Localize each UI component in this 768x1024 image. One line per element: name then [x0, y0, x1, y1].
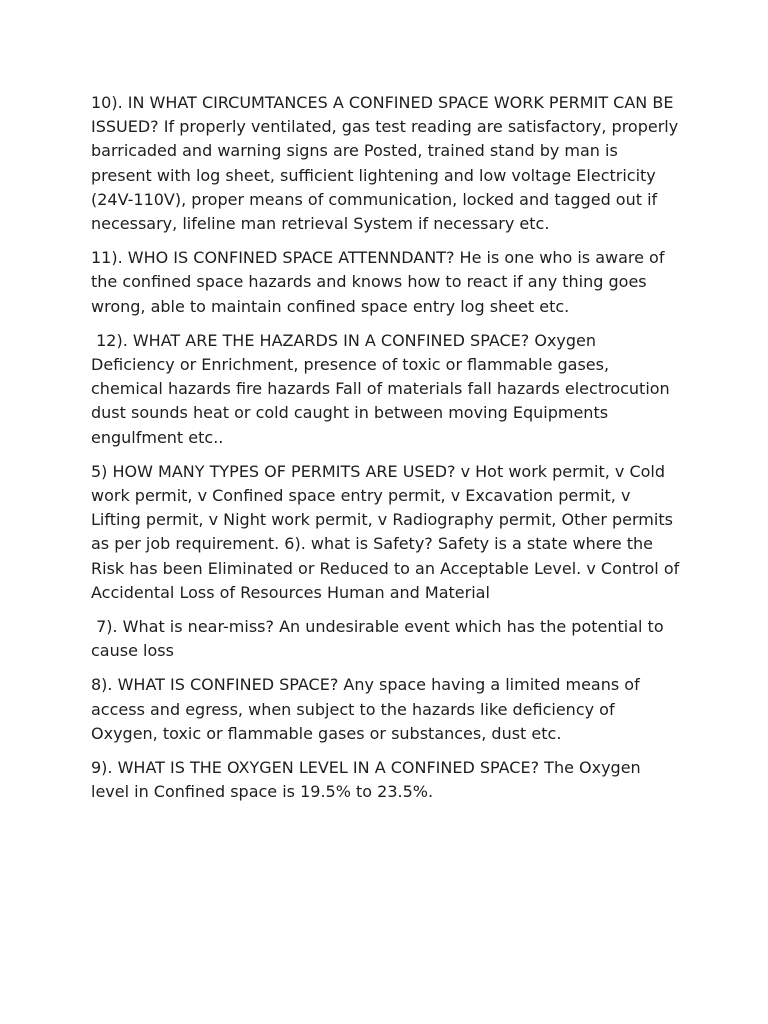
paragraph-q9: 9). WHAT IS THE OXYGEN LEVEL IN A CONFINED SPACE? The Oxygen level in Confined space is 19.5% to 23.5%. — [91, 758, 641, 802]
paragraph-q7: 7). What is near-miss? An undesirable event which has the potential to cause loss — [91, 617, 664, 661]
paragraph-q8: 8). WHAT IS CONFINED SPACE? Any space having a limited means of access and egress, when subject to the hazards like deficiency of Oxygen, toxic or flammable gases or substances, dust etc. — [91, 675, 640, 743]
paragraph-q12: 12). WHAT ARE THE HAZARDS IN A CONFINED SPACE? Oxygen Deficiency or Enrichment, presence of toxic or flammable gases, chemical hazards fire hazards Fall of materials fall hazards electrocution dust sounds heat or cold caught in between moving Equipments engulfment etc.. — [91, 330, 670, 447]
paragraph-q5-q6: 5) HOW MANY TYPES OF PERMITS ARE USED? v Hot work permit, v Cold work permit, v Confined space entry permit, v Excavation permit, v Lifting permit, v Night work permit, v Radiography permit, Other permits as per job requirement. 6). what is Safety? Safety is a state where the Risk has been Eliminated or Reduced to an Acceptable Level. v Control of Accidental Loss of Resources Human and Material — [91, 461, 680, 602]
paragraph-q10: 10). IN WHAT CIRCUMTANCES A CONFINED SPACE WORK PERMIT CAN BE ISSUED? If properly ventilated, gas test reading are satisfactory, properly barricaded and warning signs are Posted, trained stand by man is present with log sheet, sufficient lightening and low voltage Electricity (24V-110V), proper means of communication, locked and tagged out if necessary, lifeline man retrieval System if necessary etc. — [91, 93, 679, 234]
document-body — [91, 91, 681, 814]
paragraph-q11: 11). WHO IS CONFINED SPACE ATTENNDANT? He is one who is aware of the confined space hazards and knows how to react if any thing goes wrong, able to maintain confined space entry log sheet etc. — [91, 248, 665, 316]
